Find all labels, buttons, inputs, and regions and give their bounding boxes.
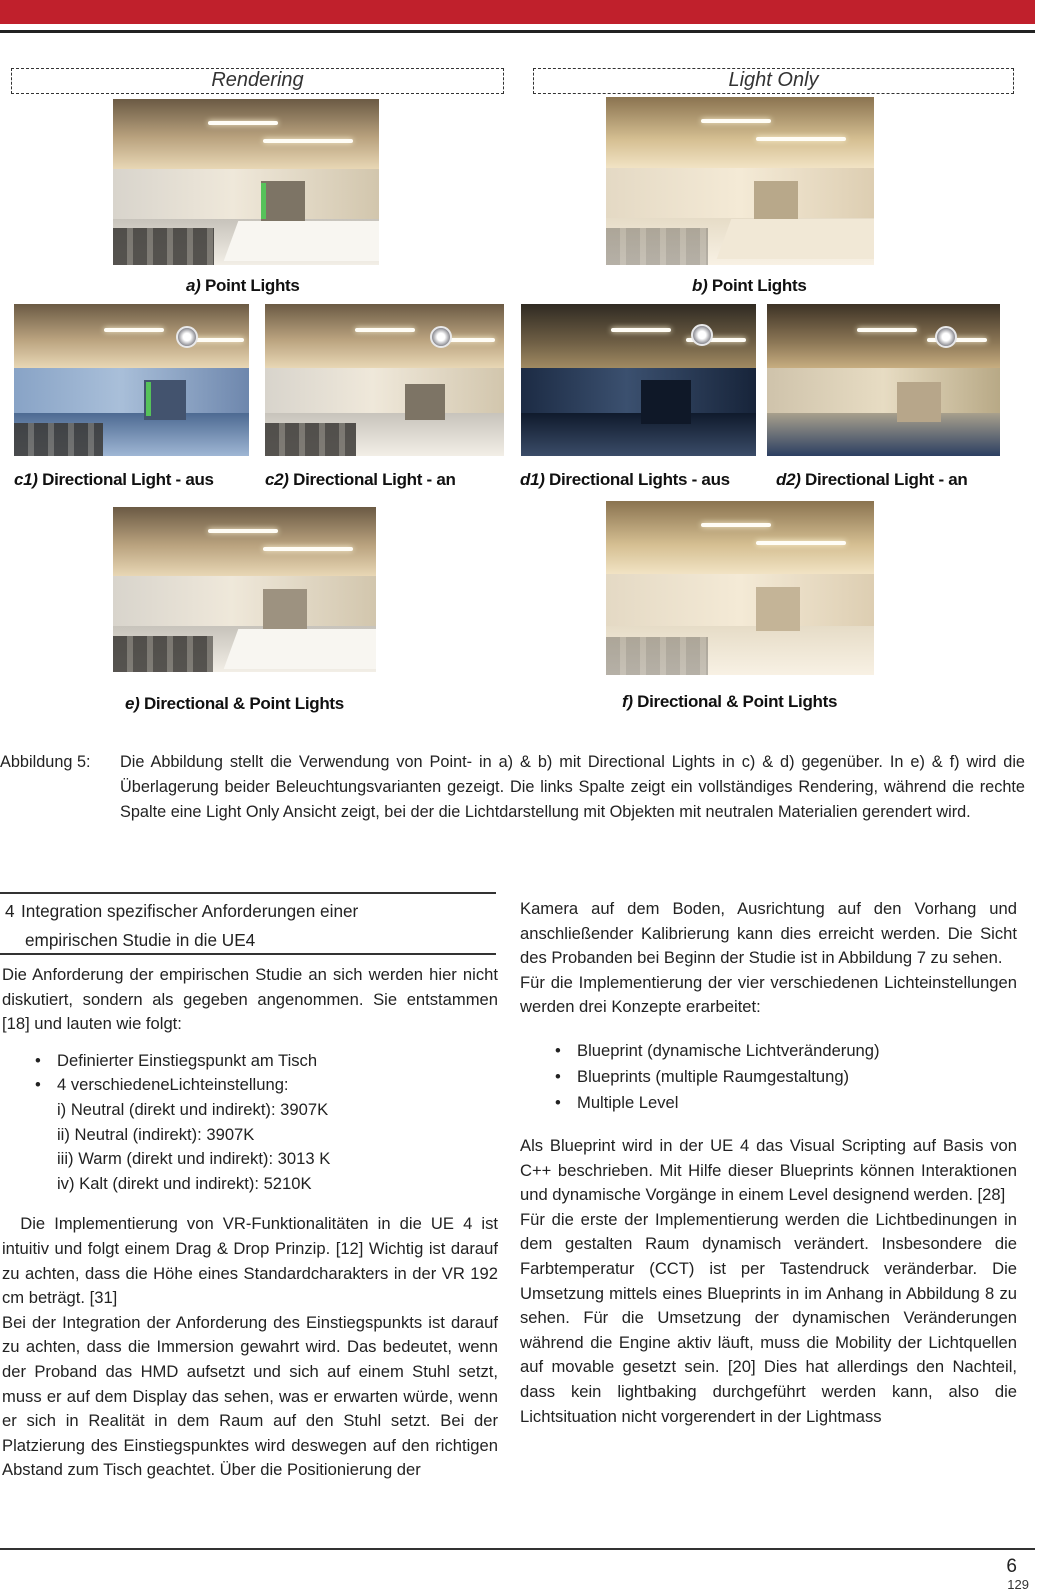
figure-image-c1	[14, 304, 249, 456]
figure-caption-c2: c2) Directional Light - an	[265, 470, 456, 489]
concepts-list	[555, 1038, 1017, 1116]
right-paragraph-1: Kamera auf dem Boden, Ausrichtung auf den Vorhang und anschließender Kalibrierung kann dies erreicht werden. Die Sicht des Probanden bei Beginn der Studie ist in Abbildung 7 zu sehen.	[520, 899, 1017, 968]
figure-label: Abbildung 5:	[0, 753, 91, 771]
right-paragraph-2: Für die Implementierung der vier verschiedenen Lichteinstellungen werden drei Konzepte erarbeitet:	[520, 972, 1017, 1017]
figure-image-e	[113, 507, 376, 672]
figure-caption-a: a) Point Lights	[186, 276, 300, 295]
figure-image-d2	[767, 304, 1000, 456]
figure-caption-d1: d1) Directional Lights - aus	[520, 470, 730, 489]
left-intro: Die Anforderung der empirischen Studie an sich werden hier nicht diskutiert, sondern als gegeben angenommen. Sie entstammen [18] und lauten wie folgt:	[2, 965, 498, 1034]
figure-caption-d2: d2) Directional Light - an	[776, 470, 968, 489]
list-item: • Multiple Level	[555, 1090, 1017, 1116]
figure-caption-f: f) Directional & Point Lights	[622, 692, 838, 711]
figure-image-b	[606, 97, 874, 265]
requirements-list	[35, 1049, 498, 1098]
figure-image-d1	[521, 304, 756, 456]
list-item: • Blueprint (dynamische Lichtveränderung)	[555, 1038, 1017, 1064]
section-number: 4	[5, 901, 15, 921]
footer-rule	[0, 1548, 1035, 1550]
section-rule-bottom	[0, 953, 496, 955]
left-paragraph-1: Die Implementierung von VR-Funktionalitäten in die UE 4 ist intuitiv und folgt einem Drag & Drop Prinzip. [12] Wichtig ist darauf zu achten, dass die Höhe eines Standardcharakters in der VR 192 cm beträgt. [31]	[2, 1214, 498, 1308]
figure-caption-c1: c1) Directional Light - aus	[14, 470, 214, 489]
column-header-rendering: Rendering	[11, 68, 504, 94]
figure-caption-b: b) Point Lights	[692, 276, 807, 295]
section-title-line2: empirischen Studie in die UE4	[25, 930, 256, 950]
figure-image-c2	[265, 304, 504, 456]
list-item: iv) Kalt (direkt und indirekt): 5210K	[57, 1173, 312, 1193]
list-item: • Definierter Einstiegspunkt am Tisch	[35, 1049, 498, 1074]
section-title-line1: Integration spezifischer Anforderungen einer	[21, 901, 359, 921]
list-item: i) Neutral (direkt und indirekt): 3907K	[57, 1099, 329, 1119]
light-settings-list	[57, 1098, 498, 1196]
left-paragraph-2: Bei der Integration der Anforderung des Einstiegspunkts ist darauf zu achten, dass die Immersion gewahrt wird. Das bedeutet, wenn der Proband das HMD aufsetzt und sich auf einem Stuhl setzt, muss er auf dem Display das sehen, was er erwarten würde, wenn er sich in Realität in dem Raum auf den Stuhl setzt. Bei der Platzierung des Einstiegspunktes wird deswegen auf den richtigen Abstand zum Tisch geachtet. Über die Positionierung der	[2, 1312, 498, 1480]
figure-description-text: Die Abbildung stellt die Verwendung von Point- in a) & b) mit Directional Lights in c) & d) gegenüber. In e) & f) wird die Überlagerung beider Beleuchtungsvarianten gezeigt. Die links Spalte zeigt ein vollständiges Rendering, während die rechte Spalte eine Light Only Ansicht zeigt, bei der die Lichtdarstellung mit Objekten mit neutralen Materialien gerendert wird.	[120, 753, 1025, 821]
header-rule	[0, 30, 1035, 33]
list-item: • 4 verschiedeneLichteinstellung:	[35, 1073, 498, 1098]
list-item: iii) Warm (direkt und indirekt): 3013 K	[57, 1149, 331, 1169]
figure-image-a	[113, 99, 379, 265]
column-header-light-only: Light Only	[533, 68, 1014, 94]
right-paragraph-4: Für die erste der Implementierung werden die Lichtbedinungen in dem gestalten Raum dynamisch verändert. Insbesondere die Farbtemperatur (CCT) ist per Tastendruck veränderbar. Die Umsetzung mittels eines Blueprints in im Anhang in Abbildung 8 zu sehen. Für die Umsetzung der dynamischen Veränderungen während die Engine aktiv läuft, muss die Mobility der Lichtquellen auf movable gesetzt sein. [20] Dies hat allerdings den Nachteil, dass kein lightbaking durchgeführt werden kann, also die Lichtsituation nicht vorgerendert in der Lightmass	[520, 1209, 1017, 1426]
right-column	[520, 897, 1017, 1429]
list-item: • Blueprints (multiple Raumgestaltung)	[555, 1064, 1017, 1090]
header-bar	[0, 0, 1035, 24]
section-rule-top	[0, 892, 496, 894]
list-item: ii) Neutral (indirekt): 3907K	[57, 1124, 255, 1144]
section-heading	[5, 897, 495, 955]
right-paragraph-3: Als Blueprint wird in der UE 4 das Visual Scripting auf Basis von C++ beschrieben. Mit Hilfe dieser Blueprints können Interaktionen und dynamische Vorgänge in einem Level designend werden. [28]	[520, 1135, 1017, 1205]
page-number: 6	[1006, 1556, 1017, 1577]
figure-caption-e: e) Directional & Point Lights	[125, 694, 344, 713]
global-page-number: 129	[1007, 1577, 1029, 1592]
left-column	[2, 963, 498, 1483]
figure-image-f	[606, 501, 874, 675]
